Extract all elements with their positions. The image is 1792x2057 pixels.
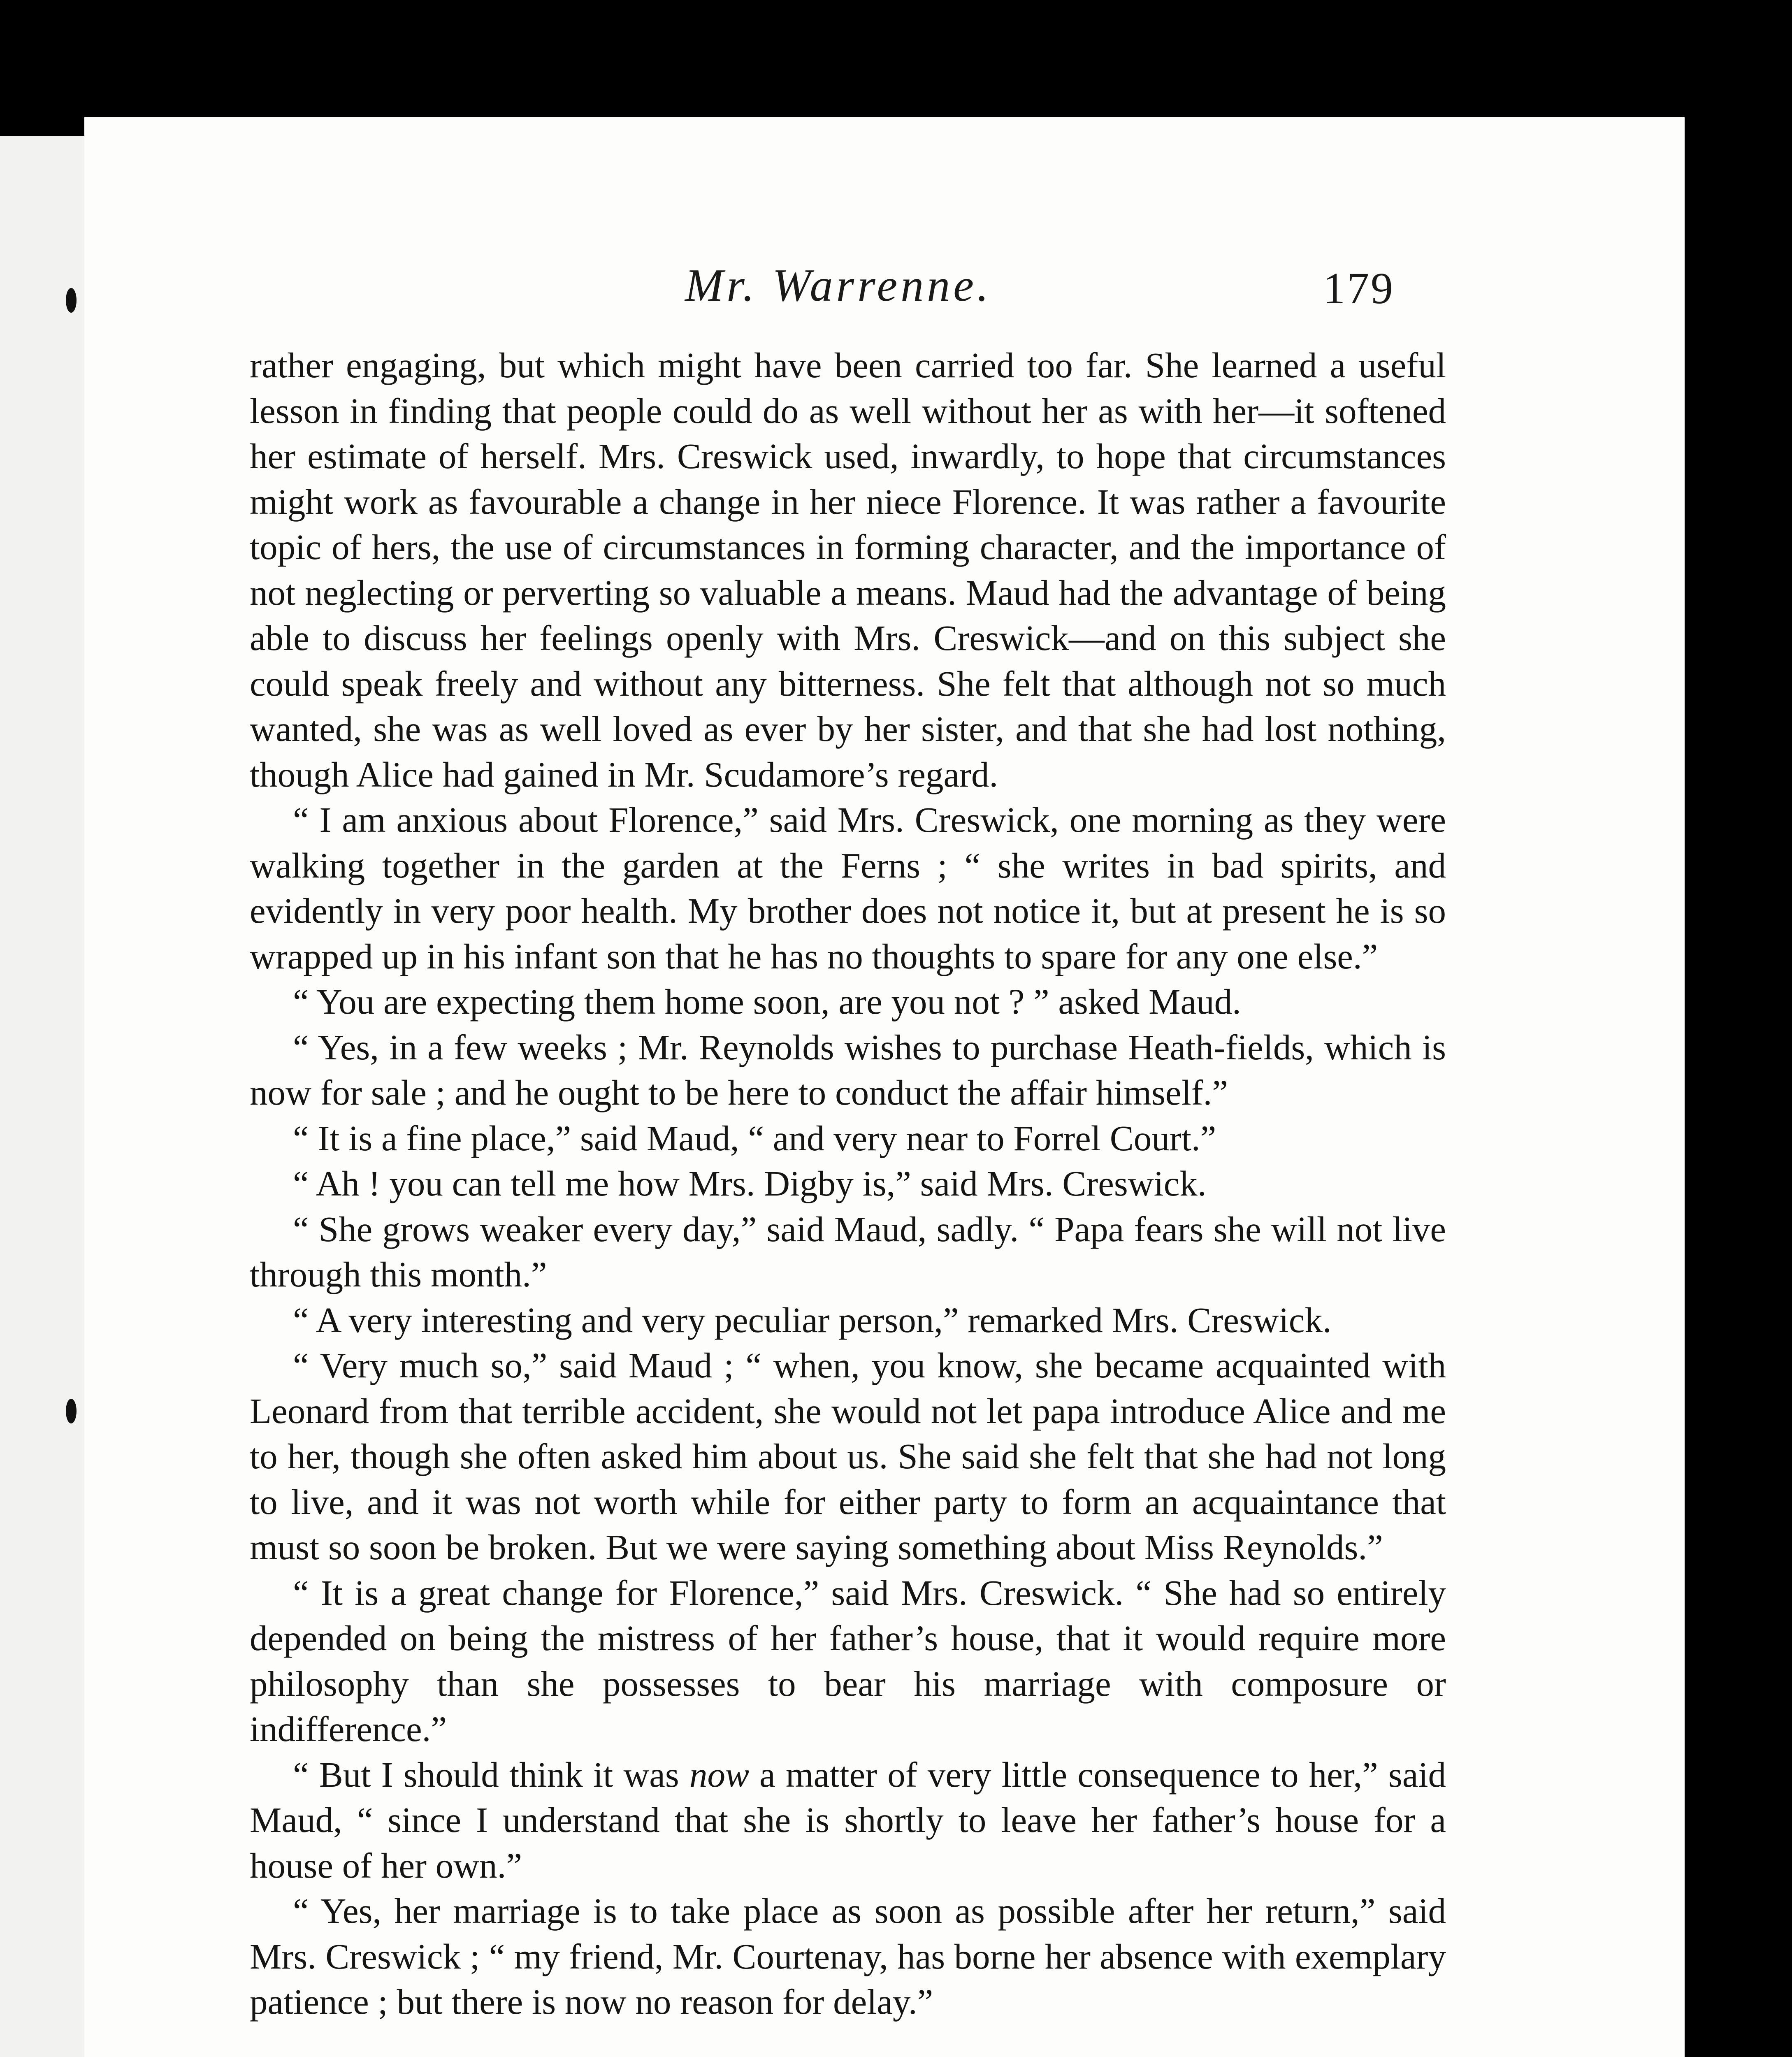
page-number: 179: [1323, 264, 1395, 313]
binding-stitches: [66, 288, 82, 2057]
paragraph-text: a matter of very little consequence to her,” said Maud, “ since I understand that she is shortly to leave her father’s house for a house of her own.”: [250, 1754, 1446, 1885]
body-text: [250, 343, 1446, 2025]
emphasis-text: now: [689, 1754, 749, 1795]
paragraph: [250, 1752, 1446, 1889]
paragraph: “ It is a great change for Florence,” said Mrs. Creswick. “ She had so entirely depended on being the mistress of her father’s house, that it would require more philosophy than she possesses to bear his marriage with composure or indifference.”: [250, 1572, 1446, 1749]
stitch-mark: [66, 288, 77, 313]
book-page: [84, 117, 1685, 2057]
running-title: Mr. Warrenne.: [685, 260, 992, 311]
paragraph-text: “ But I should think it was: [293, 1754, 689, 1795]
paragraph: “ Yes, her marriage is to take place as soon as possible after her return,” said Mrs. Creswick ; “ my friend, Mr. Courtenay, has borne her absence with exemplary patience ; but there is now no reason for delay.”: [250, 1891, 1446, 2022]
paragraph: “ It is a fine place,” said Maud, “ and very near to Forrel Court.”: [293, 1118, 1216, 1158]
paragraph: “ She grows weaker every day,” said Maud, sadly. “ Papa fears she will not live through this month.”: [250, 1209, 1446, 1294]
paragraph: “ Yes, in a few weeks ; Mr. Reynolds wishes to purchase Heath-fields, which is now for sale ; and he ought to be here to conduct the affair himself.”: [250, 1027, 1446, 1112]
page-header: [84, 259, 1685, 341]
paragraph: “ I am anxious about Florence,” said Mrs. Creswick, one morning as they were walking together in the garden at the Ferns ; “ she writes in bad spirits, and evidently in very poor health. My brother does not notice it, but at present he is so wrapped up in his infant son that he has no thoughts to spare for any one else.”: [250, 800, 1446, 976]
paragraph: rather engaging, but which might have been carried too far. She learned a useful lesson in finding that people could do as well without her as with her—it softened her estimate of herself. Mrs. Creswick used, inwardly, to hope that circumstances might work as favourable a change in her niece Florence. It was rather a favourite topic of hers, the use of circumstances in forming character, and the importance of not neglecting or perverting so valuable a means. Maud had the advantage of being able to discuss her feelings openly with Mrs. Creswick—and on this subject she could speak freely and without any bitterness. She felt that although not so much wanted, she was as well loved as ever by her sister, and that she had lost nothing, though Alice had gained in Mr. Scudamore’s regard.: [250, 345, 1446, 794]
paragraph: “ Ah ! you can tell me how Mrs. Digby is,” said Mrs. Creswick.: [293, 1163, 1207, 1203]
paragraph: “ A very interesting and very peculiar person,” remarked Mrs. Creswick.: [293, 1300, 1332, 1340]
paragraph: “ You are expecting them home soon, are you not ? ” asked Maud.: [293, 982, 1241, 1022]
stitch-mark: [66, 1399, 77, 1423]
paragraph: “ Very much so,” said Maud ; “ when, you know, she became acquainted with Leonard from that terrible accident, she would not let papa introduce Alice and me to her, though she often asked him about us. She said she felt that she had not long to live, and it was not worth while for either party to form an acquaintance that must so soon be broken. But we were saying something about Miss Reynolds.”: [250, 1345, 1446, 1567]
